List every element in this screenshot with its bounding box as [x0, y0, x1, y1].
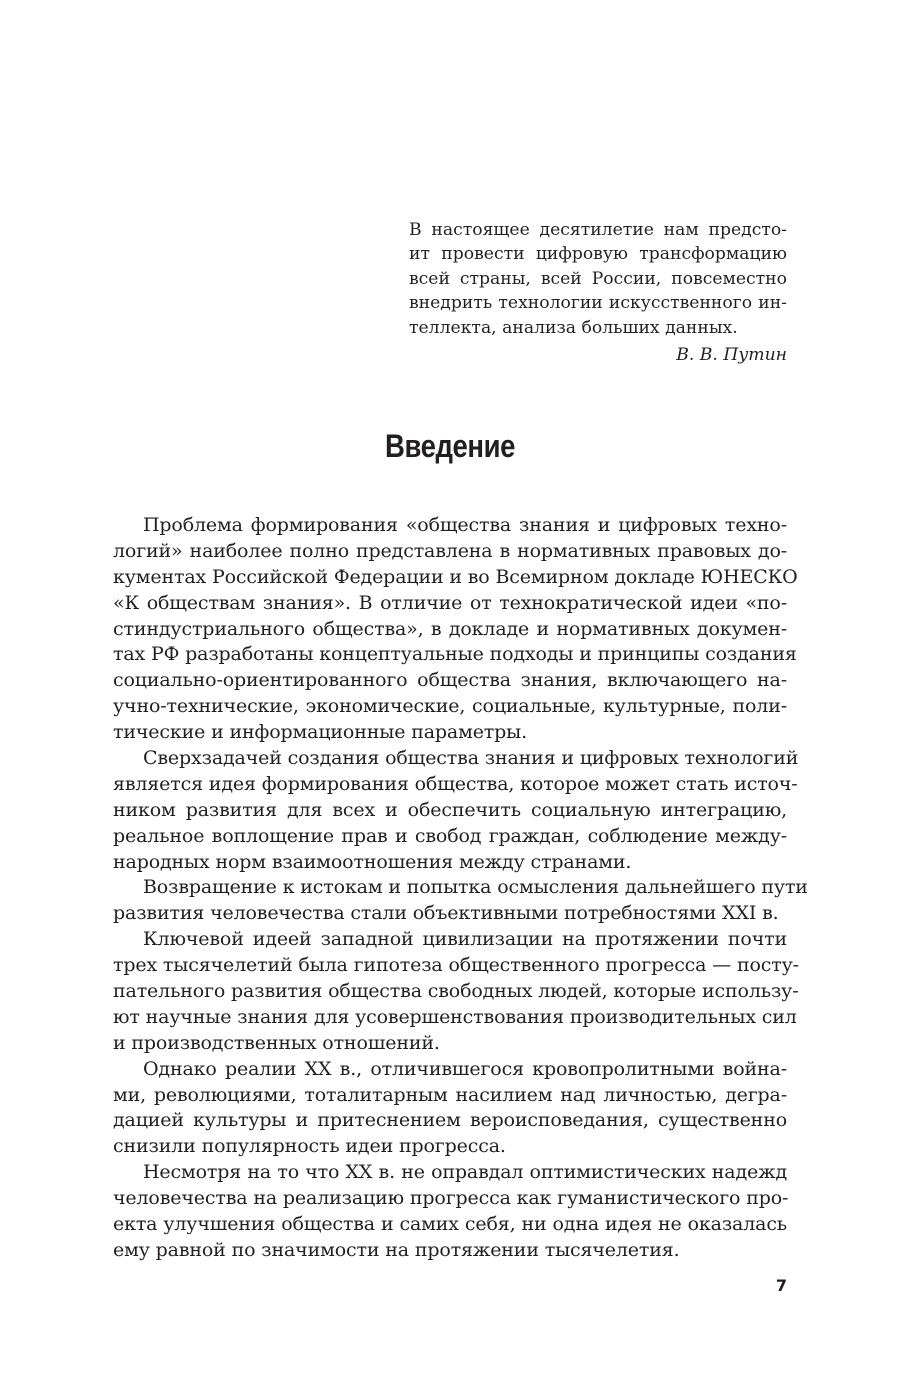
paragraph-line: ми, революциями, тоталитарным насилием над личностью, дегра-	[113, 1083, 787, 1106]
paragraph-line: человечества на реализацию прогресса как гуманистического про-	[113, 1187, 789, 1210]
chapter-heading: Введение	[385, 428, 515, 464]
body-text	[113, 513, 808, 1264]
paragraph-line: учно-технические, экономические, социальные, культурные, поли-	[113, 695, 787, 718]
paragraph-line: снизили популярность идеи прогресса.	[113, 1135, 506, 1158]
paragraph-line: ему равной по значимости на протяжении тысячелетия.	[113, 1238, 680, 1261]
paragraph-line: Сверхзадачей создания общества знания и цифровых технологий	[143, 747, 799, 770]
paragraph-line: тах РФ разработаны концептуальные подходы и принципы создания	[113, 643, 797, 666]
paragraph-line: Возвращение к истокам и попытка осмысления дальнейшего пути	[143, 876, 808, 899]
paragraph-line: является идея формирования общества, которое может стать источ-	[113, 772, 798, 795]
paragraph-line: кументах Российской Федерации и во Всемирном докладе ЮНЕСКО	[113, 565, 798, 588]
paragraph-line: Проблема формирования «общества знания и цифровых техно-	[143, 514, 787, 536]
epigraph-line: теллекта, анализа больших данных.	[409, 317, 738, 338]
page-number: 7	[775, 1276, 787, 1295]
paragraph-line: Однако реалии XX в., отличившегося кровопролитными война-	[143, 1057, 787, 1080]
epigraph-line: ит провести цифровую трансформацию	[409, 244, 787, 265]
paragraph-line: Ключевой идеей западной цивилизации на протяжении почти	[143, 928, 787, 951]
paragraph-line: трех тысячелетий была гипотеза общественного прогресса — посту-	[113, 954, 799, 977]
epigraph-author: В. В. Путин	[676, 344, 787, 365]
paragraph-line: пательного развития общества свободных людей, которые использу-	[113, 980, 799, 1003]
paragraph-line: тические и информационные параметры.	[113, 721, 528, 744]
epigraph	[409, 218, 787, 368]
paragraph-line: народных норм взаимоотношения между странами.	[113, 850, 632, 873]
paragraph-line: логий» наиболее полно представлена в нормативных правовых до-	[113, 539, 787, 562]
paragraph-line: «К обществам знания». В отличие от технократической идеи «по-	[113, 591, 787, 614]
epigraph-line: В настоящее десятилетие нам предсто-	[409, 220, 787, 240]
paragraph-line: и производственных отношений.	[113, 1031, 440, 1054]
paragraph-line: ником развития для всех и обеспечить социальную интеграцию,	[113, 798, 787, 821]
paragraph-line: Несмотря на то что XX в. не оправдал оптимистических надежд	[143, 1161, 787, 1184]
epigraph-line: всей страны, всей России, повсеместно	[409, 268, 787, 289]
paragraph-line: ют научные знания для усовершенствования производительных сил	[113, 1005, 797, 1028]
paragraph-line: екта улучшения общества и самих себя, ни одна идея не оказалась	[113, 1213, 787, 1236]
paragraph-line: стиндустриального общества», в докладе и нормативных докумен-	[113, 617, 787, 640]
paragraph-line: дацией культуры и притеснением вероисповедания, существенно	[113, 1109, 787, 1132]
paragraph-line: развития человечества стали объективными потребностями XXI в.	[113, 902, 779, 925]
paragraph-line: социально-ориентированного общества знания, включающего на-	[113, 669, 787, 692]
epigraph-line: внедрить технологии искусственного ин-	[409, 293, 787, 314]
paragraph-line: реальное воплощение прав и свобод граждан, соблюдение между-	[113, 824, 787, 847]
